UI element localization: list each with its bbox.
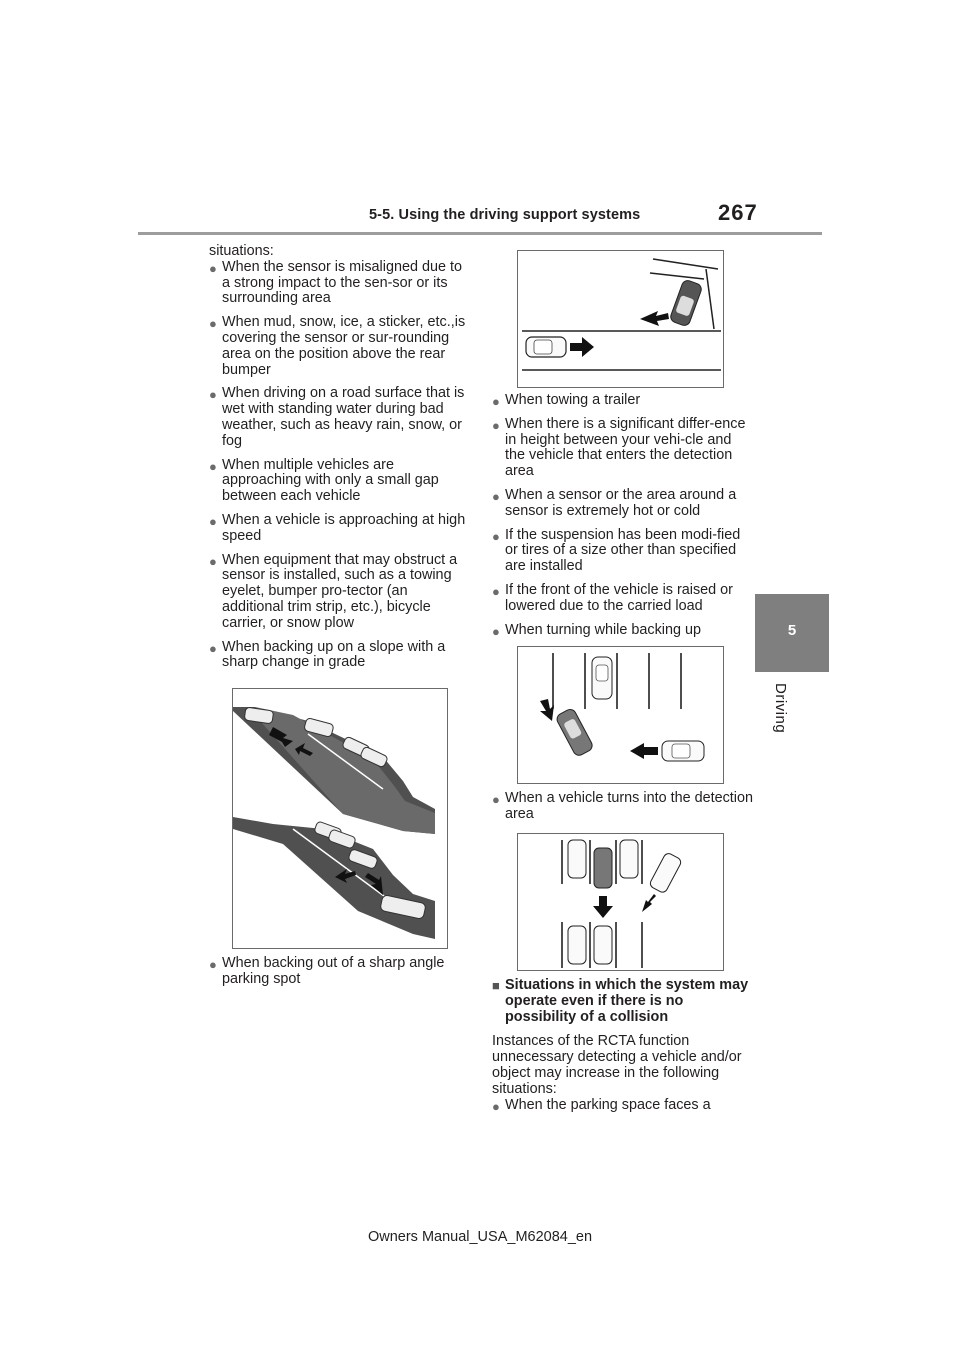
list-item: ● When the sensor is misaligned due to a strong impact to the sen-sor or its surrounding area [209,258,462,307]
bullet-icon: ● [209,387,217,403]
bullet-icon: ● [492,583,500,599]
bullet-icon: ● [492,394,500,409]
slope-illustration [232,688,448,949]
left-column [209,244,471,679]
footer-text: Owners Manual_USA_M62084_en [367,1229,593,1245]
paragraph: Instances of the RCTA function unnecessary detecting a vehicle and/or object may increase in the following situations: [492,1033,742,1097]
right-column-a [492,393,754,646]
bullet-icon: ● [492,623,500,639]
section-heading: ■ Situations in which the system may operate even if there is no possibility of a collision [492,977,749,1025]
bullet-icon: ● [209,316,217,332]
intro-text: situations: [209,243,274,259]
bullet-icon: ● [492,488,500,504]
left-column-after-figure [209,956,471,996]
list-item: ● When equipment that may obstruct a sensor is installed, such as a towing eyelet, bumper pro-tector (an additional trim strip, etc.), bicycle carrier, or snow plow [209,551,458,631]
list-item: ● When towing a trailer [492,392,641,409]
page-number: 267 [718,200,758,225]
turning-backing-illustration [517,646,724,784]
list-item: ● If the suspension has been modi-fied or tires of a size other than specified are installed [492,526,741,575]
bullet-icon: ● [209,513,217,529]
list-item: ● When the parking space faces a [492,1096,711,1114]
chapter-tab [755,594,829,672]
angle-parking-illustration [517,250,724,388]
header-divider [138,232,822,235]
bullet-icon: ● [492,792,500,807]
vehicle-turning-illustration [517,833,724,971]
bullet-icon: ● [209,458,217,474]
bullet-icon: ● [209,553,217,569]
list-item: ● When turning while backing up [492,621,701,639]
list-item: ● If the front of the vehicle is raised or lowered due to the carried load [492,581,733,614]
right-column-b [492,791,754,831]
list-item: ● When there is a significant differ-ence in height between your vehi-cle and the vehicle that enters the detection area [492,415,746,480]
bullet-icon: ● [209,957,217,972]
chapter-label: Driving [772,683,789,734]
list-item: ● When a sensor or the area around a sensor is extremely hot or cold [492,486,737,519]
list-item: ● When mud, snow, ice, a sticker, etc.,is covering the sensor or sur-rounding area on the position above the rear bumper [209,314,466,378]
list-item: ● When a vehicle is approaching at high speed [209,511,466,544]
list-item: ● When backing up on a slope with a sharp change in grade [209,638,446,671]
section-title: 5-5. Using the driving support systems [369,207,641,223]
bullet-icon: ● [492,528,500,544]
bullet-icon: ● [492,417,500,433]
bullet-icon: ● [209,640,217,656]
list-item: ● When backing out of a sharp angle parking spot [209,955,445,987]
bullet-icon: ● [209,260,217,276]
list-item: ● When a vehicle turns into the detection area [492,790,753,822]
list-item: ● When driving on a road surface that is wet with standing water during bad weather, such as heavy rain, snow, or fog [209,385,465,449]
square-bullet-icon: ■ [492,978,500,993]
list-item: ● When multiple vehicles are approaching with only a small gap between each vehicle [209,456,439,505]
bullet-icon: ● [492,1098,500,1114]
right-column-c [492,978,754,1121]
chapter-number: 5 [787,622,797,639]
